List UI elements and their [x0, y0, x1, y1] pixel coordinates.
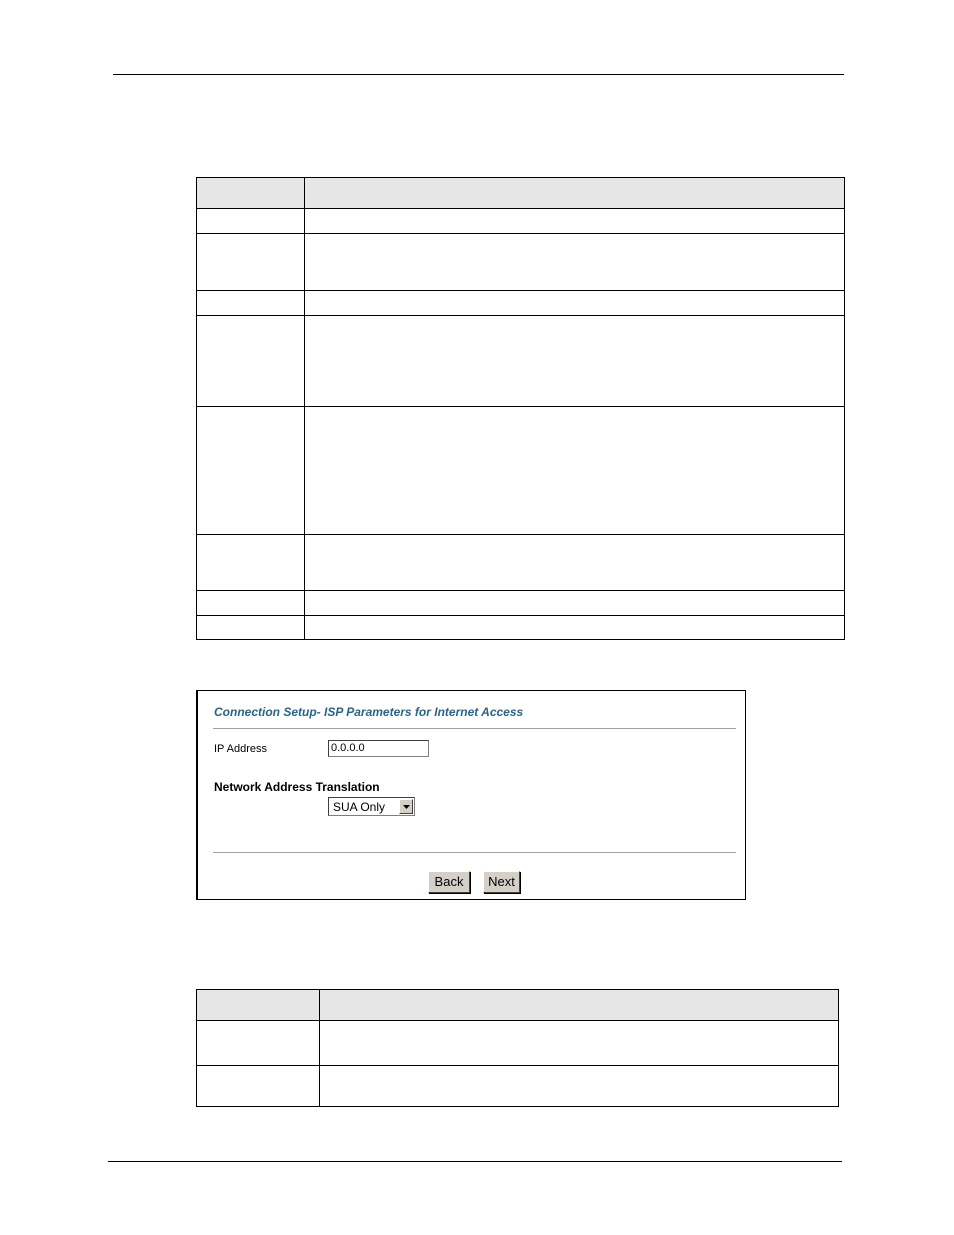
ip-address-input[interactable]: 0.0.0.0	[328, 740, 429, 757]
table-row	[197, 616, 845, 640]
table-row	[197, 1066, 839, 1107]
divider	[213, 852, 736, 854]
header-rule	[113, 74, 844, 75]
field-description-table-1	[196, 177, 845, 640]
table-header-row	[197, 178, 845, 209]
back-button[interactable]: Back	[428, 871, 470, 893]
table-row	[197, 209, 845, 234]
table-row	[197, 316, 845, 407]
nat-select[interactable]	[328, 797, 415, 816]
table-row	[197, 234, 845, 291]
table-row	[197, 291, 845, 316]
ip-address-label: IP Address	[214, 743, 267, 755]
table-row	[197, 1021, 839, 1066]
table-row	[197, 591, 845, 616]
table-row	[197, 407, 845, 535]
table-row	[197, 535, 845, 591]
nat-label: Network Address Translation	[214, 780, 380, 794]
nat-selected-value: SUA Only	[333, 800, 386, 814]
chevron-down-icon	[403, 805, 410, 809]
screen-title: Connection Setup- ISP Parameters for Internet Access	[214, 705, 524, 719]
field-description-table-2	[196, 989, 839, 1107]
next-button[interactable]: Next	[483, 871, 520, 893]
dropdown-arrow-button[interactable]	[399, 799, 413, 814]
divider	[213, 728, 736, 730]
table-header-row	[197, 990, 839, 1021]
footer-rule	[108, 1161, 842, 1162]
isp-parameters-screen	[196, 690, 746, 900]
